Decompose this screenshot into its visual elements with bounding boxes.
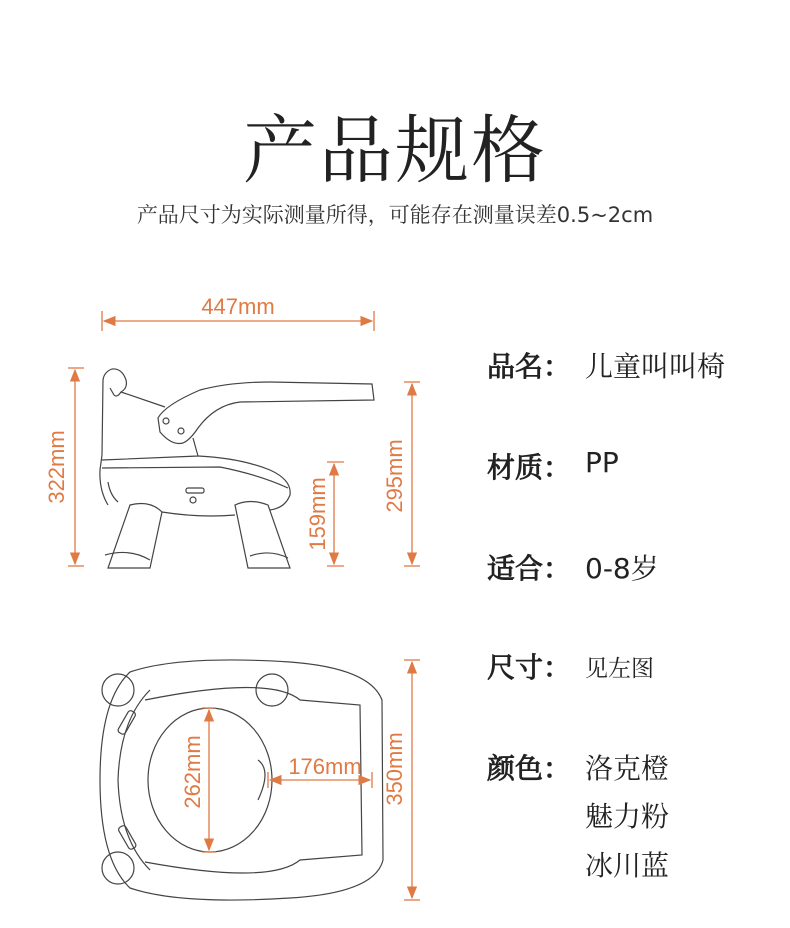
- spec-value-size: 见左图: [585, 656, 654, 682]
- dimension-height-seat-label: 159mm: [305, 477, 330, 551]
- dimension-depth-label: 350mm: [382, 732, 407, 806]
- spec-value-material: PP: [585, 446, 619, 479]
- spec-value-color-blue: 冰川蓝: [585, 849, 670, 882]
- spec-value-name: 儿童叫叫椅: [585, 350, 726, 383]
- page-subtitle: 产品尺寸为实际测量所得，可能存在测量误差0.5~2cm: [136, 203, 654, 227]
- dimension-height-total-label: 322mm: [44, 430, 69, 504]
- page-title: 产品规格: [243, 108, 547, 194]
- spec-value-age: 0-8岁: [585, 552, 659, 585]
- dimension-height-tray-label: 295mm: [382, 439, 407, 513]
- dimension-height-total: [68, 368, 84, 566]
- spec-label-color: 颜色：: [487, 752, 572, 785]
- spec-label-age: 适合：: [487, 552, 572, 585]
- spec-value-color-orange: 洛克橙: [585, 752, 670, 785]
- spec-label-material: 材质：: [487, 451, 572, 484]
- spec-value-color-pink: 魅力粉: [585, 800, 670, 833]
- dimension-width-label: 447mm: [201, 294, 275, 319]
- spec-label-size: 尺寸：: [487, 651, 572, 684]
- dimension-seat-width-label: 176mm: [288, 754, 362, 779]
- spec-label-name: 品名：: [487, 350, 572, 383]
- dimension-seat-depth-label: 262mm: [180, 735, 205, 809]
- chair-side-view: [100, 369, 374, 568]
